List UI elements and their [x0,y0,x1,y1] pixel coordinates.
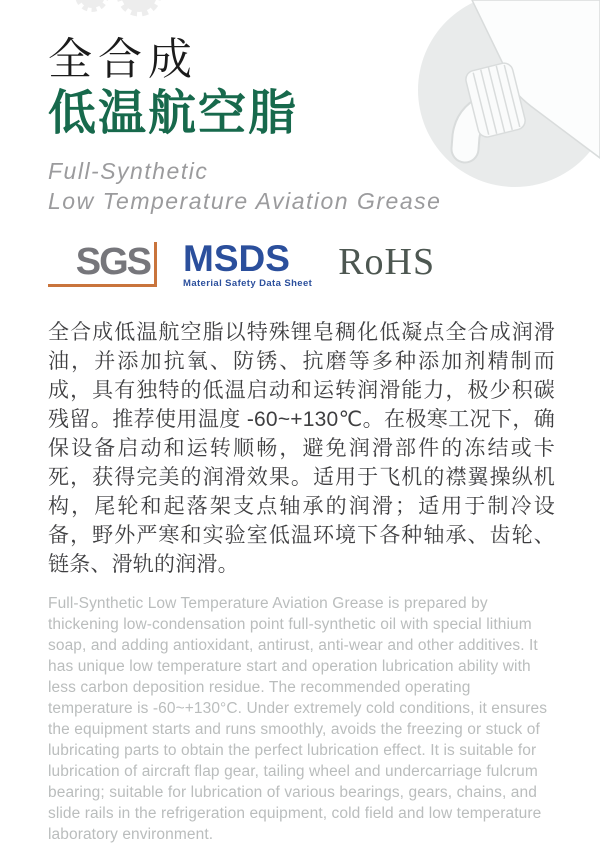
sgs-logo-label: SGS [75,241,150,283]
product-title-line1: 全合成 [48,35,198,84]
product-subtitle-line2: Low Temperature Aviation Grease [48,188,442,214]
product-title-line2: 低温航空脂 [48,87,299,140]
product-subtitle [48,156,555,216]
sgs-logo [48,242,157,287]
msds-logo-label: MSDS [183,238,290,279]
rohs-logo [338,242,435,282]
description-english: Full-Synthetic Low Temperature Aviation Grease is prepared by thickening low-condensation point full-synthetic oil with special lithium soap, and adding antioxidant, antirust, anti-wear and other additives. It has unique low temperature start and operation lubrication ability with less carbon deposition residue. The recommended operating temperature is -60~+130°C. Under extremely cold conditions, it ensures the equipment starts and runs smoothly, avoids the freezing or stuck of lubricating parts to obtain the perfect lubrication effect. It is suitable for lubrication of aircraft flap gear, tailing wheel and undercarriage fulcrum bearing; suitable for lubrication of various bearings, gears, chains, and slide rails in the refrigeration equipment, cold field and low temperature laboratory environment. [48,595,548,843]
msds-logo [183,238,313,289]
msds-logo-sublabel: Material Safety Data Sheet [183,278,313,289]
certification-logos [48,238,555,304]
description-chinese: 全合成低温航空脂以特殊锂皂稠化低凝点全合成润滑油，并添加抗氧、防锈、抗磨等多种添加剂精制而成，具有独特的低温启动和运转润滑能力，极少积碳残留。推荐使用温度 -60~+130℃。在极寒工况下，确保设备启动和运转顺畅，避免润滑部件的冻结或卡死，获得完美的润滑效果。适用于飞机的襟翼操纵机构，尾轮和起落架支点轴承的润滑；适用于制冷设备，野外严寒和实验室低温环境下各种轴承、齿轮、链条、滑轨的润滑。 [48,321,555,576]
rohs-logo-label: RoHS [338,241,436,283]
product-subtitle-line1: Full-Synthetic [48,158,209,184]
